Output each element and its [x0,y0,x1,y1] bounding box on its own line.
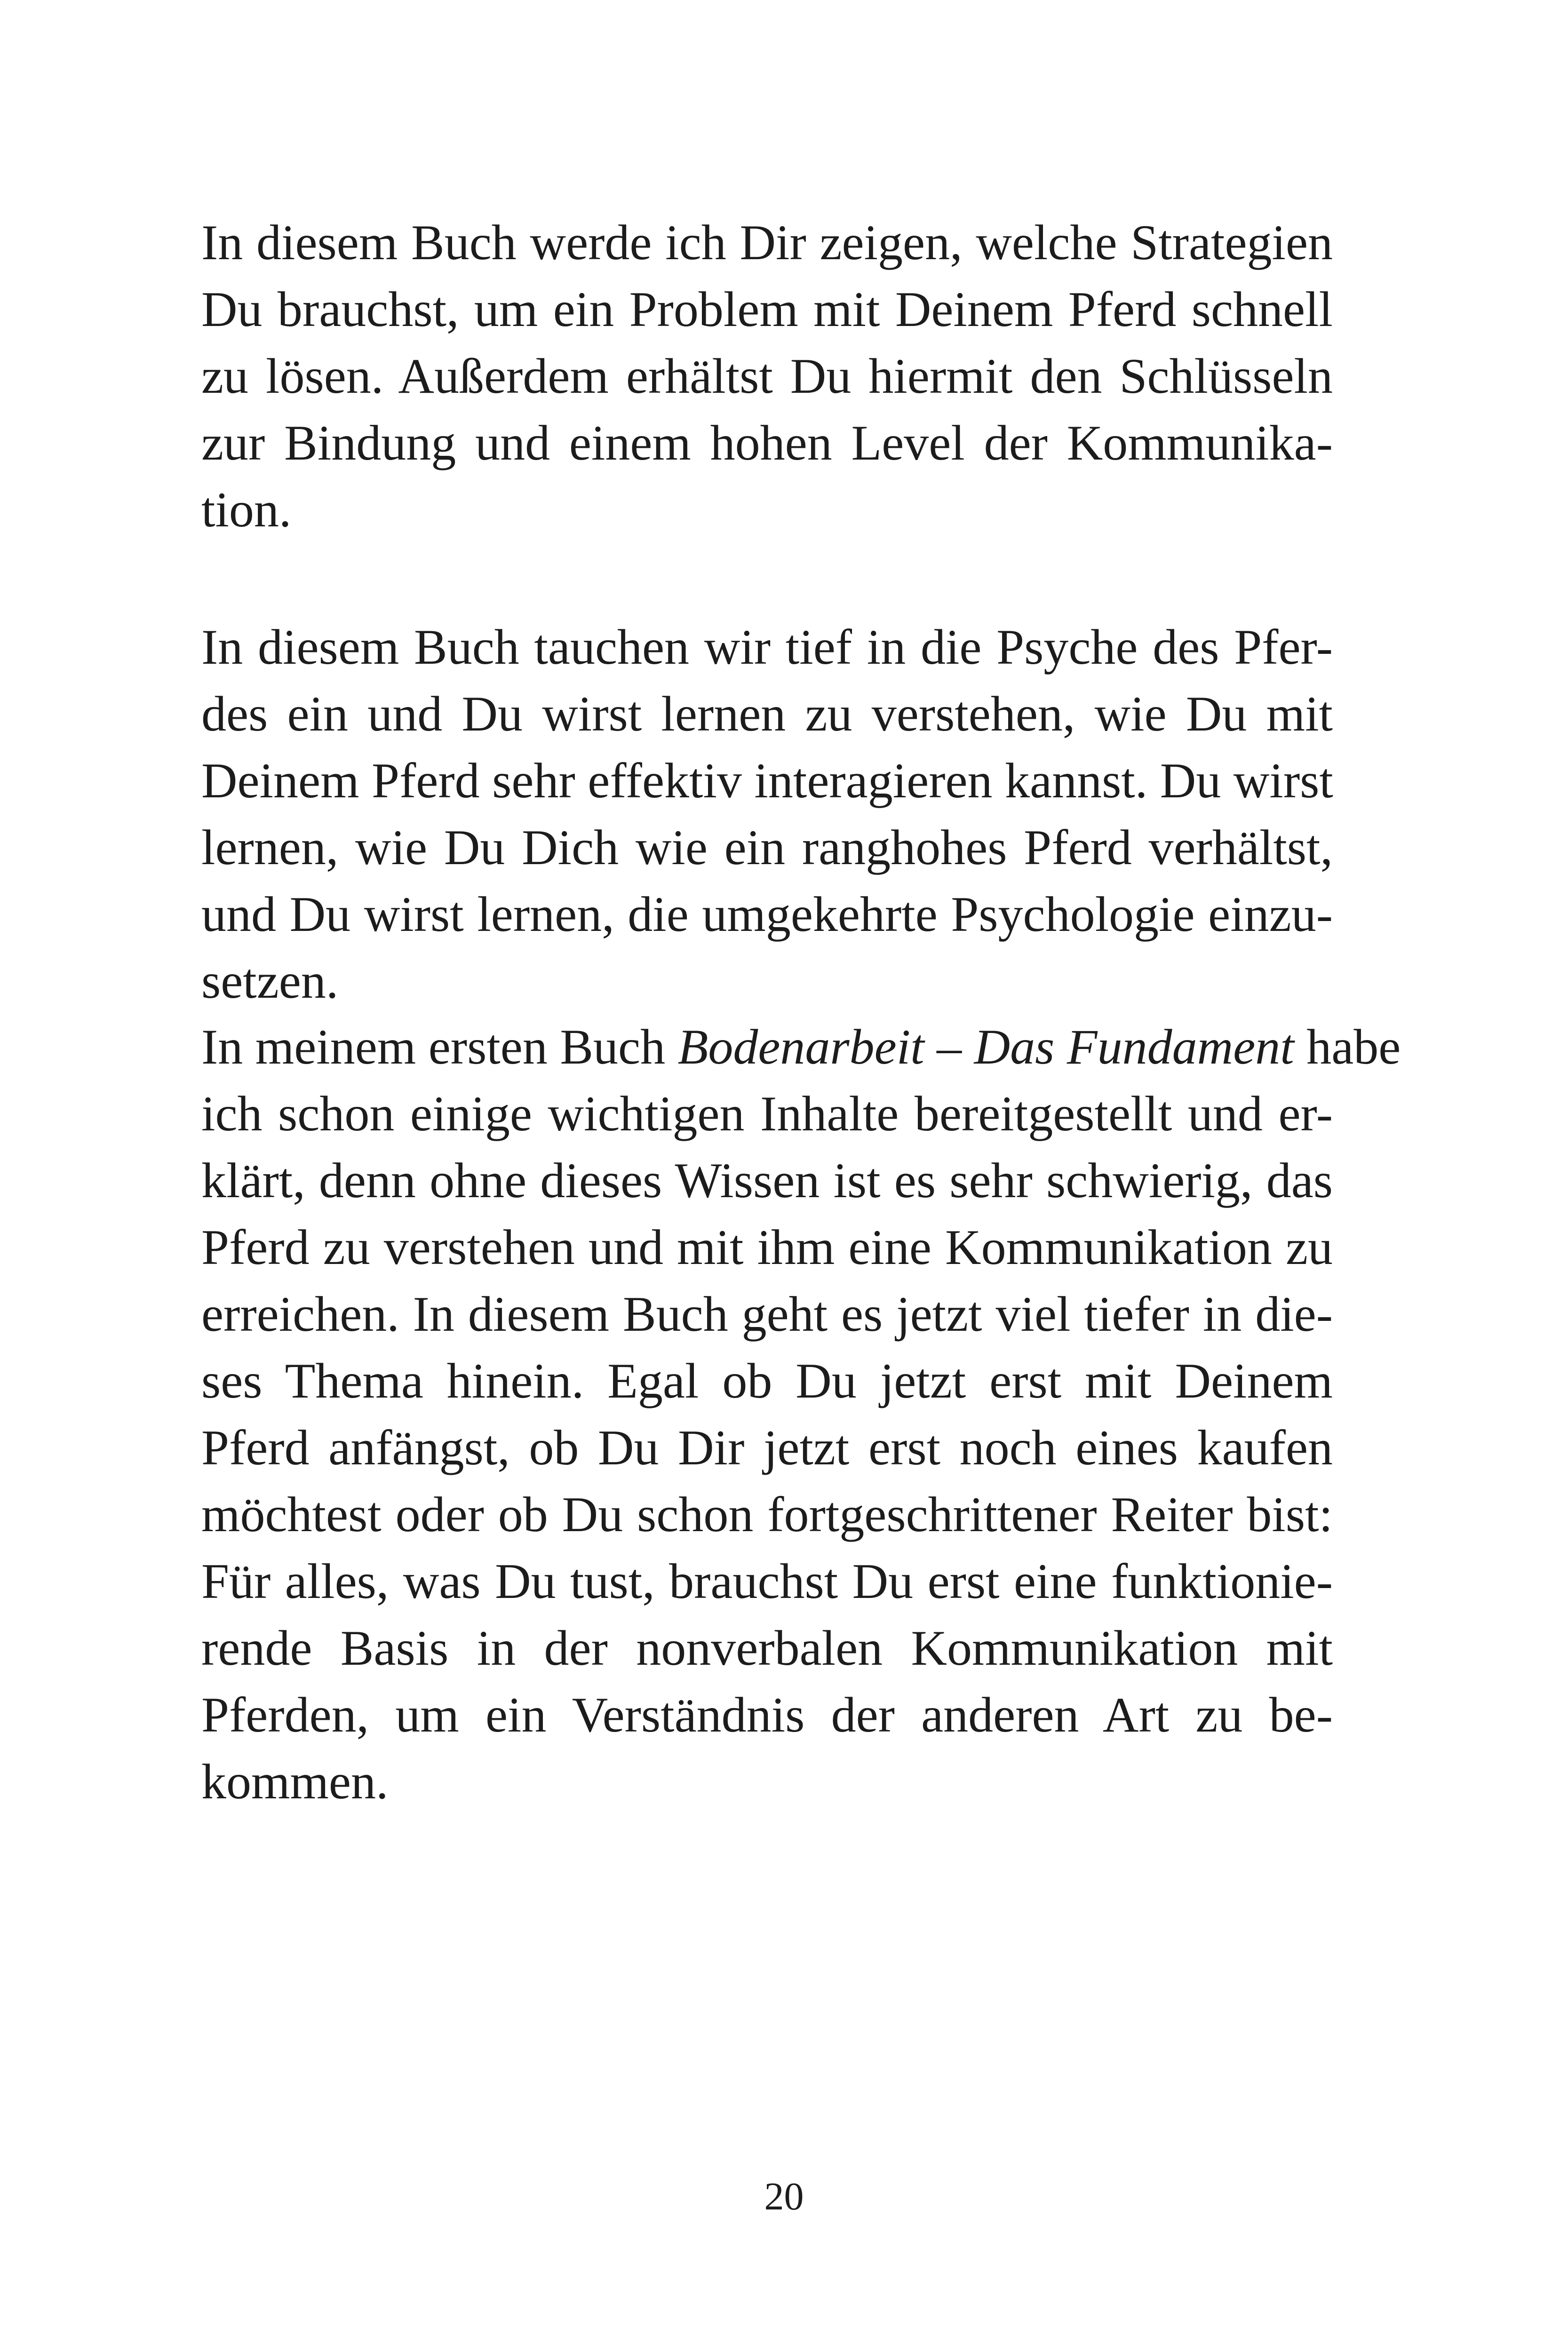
text-line: In diesem Buch werde ich Dir zeigen, welche Strategien [201,215,1333,270]
text-line: zu lösen. Außerdem erhältst Du hiermit den Schlüsseln [201,349,1333,404]
paragraph-3 [201,1014,1401,1815]
text-line: erreichen. In diesem Buch geht es jetzt viel tiefer in die- [201,1287,1333,1342]
text-line: Du brauchst, um ein Problem mit Deinem Pferd schnell [201,282,1333,337]
text-line: Pferd anfängst, ob Du Dir jetzt erst noch eines kaufen [201,1420,1333,1475]
paragraph-1 [201,209,1333,543]
text-line: klärt, denn ohne dieses Wissen ist es sehr schwierig, das [201,1153,1333,1208]
text-line: kommen. [201,1754,389,1809]
text-line: ich schon einige wichtigen Inhalte bereitgestellt und er- [201,1086,1333,1141]
text-line-with-book-title [201,1014,1401,1081]
text-line: lernen, wie Du Dich wie ein ranghohes Pferd verhältst, [201,820,1333,875]
text-line: möchtest oder ob Du schon fortgeschrittener Reiter bist: [201,1487,1333,1542]
page-number: 20 [764,2175,804,2218]
book-title-italic: Bodenarbeit – Das Fundament [677,1019,1294,1074]
text-line: zur Bindung und einem hohen Level der Kommunika- [201,415,1333,470]
text-line: In diesem Buch tauchen wir tief in die Psyche des Pfer- [201,620,1333,675]
text-line: und Du wirst lernen, die umgekehrte Psychologie einzu- [201,887,1333,942]
text-line: tion. [201,482,292,537]
text-fragment: habe [1294,1019,1401,1074]
text-line: Pferd zu verstehen und mit ihm eine Kommunikation zu [201,1220,1333,1275]
text-fragment: In meinem ersten Buch [201,1019,678,1074]
paragraph-2 [201,614,1333,1015]
text-line: rende Basis in der nonverbalen Kommunikation mit [201,1621,1333,1676]
text-line: Für alles, was Du tust, brauchst Du erst eine funktionie- [201,1554,1333,1609]
text-line: Deinem Pferd sehr effektiv interagieren kannst. Du wirst [201,753,1333,808]
text-line: ses Thema hinein. Egal ob Du jetzt erst mit Deinem [201,1353,1333,1408]
text-line: des ein und Du wirst lernen zu verstehen, wie Du mit [201,686,1333,741]
text-line: Pferden, um ein Verständnis der anderen Art zu be- [201,1687,1333,1742]
text-line: setzen. [201,953,339,1009]
